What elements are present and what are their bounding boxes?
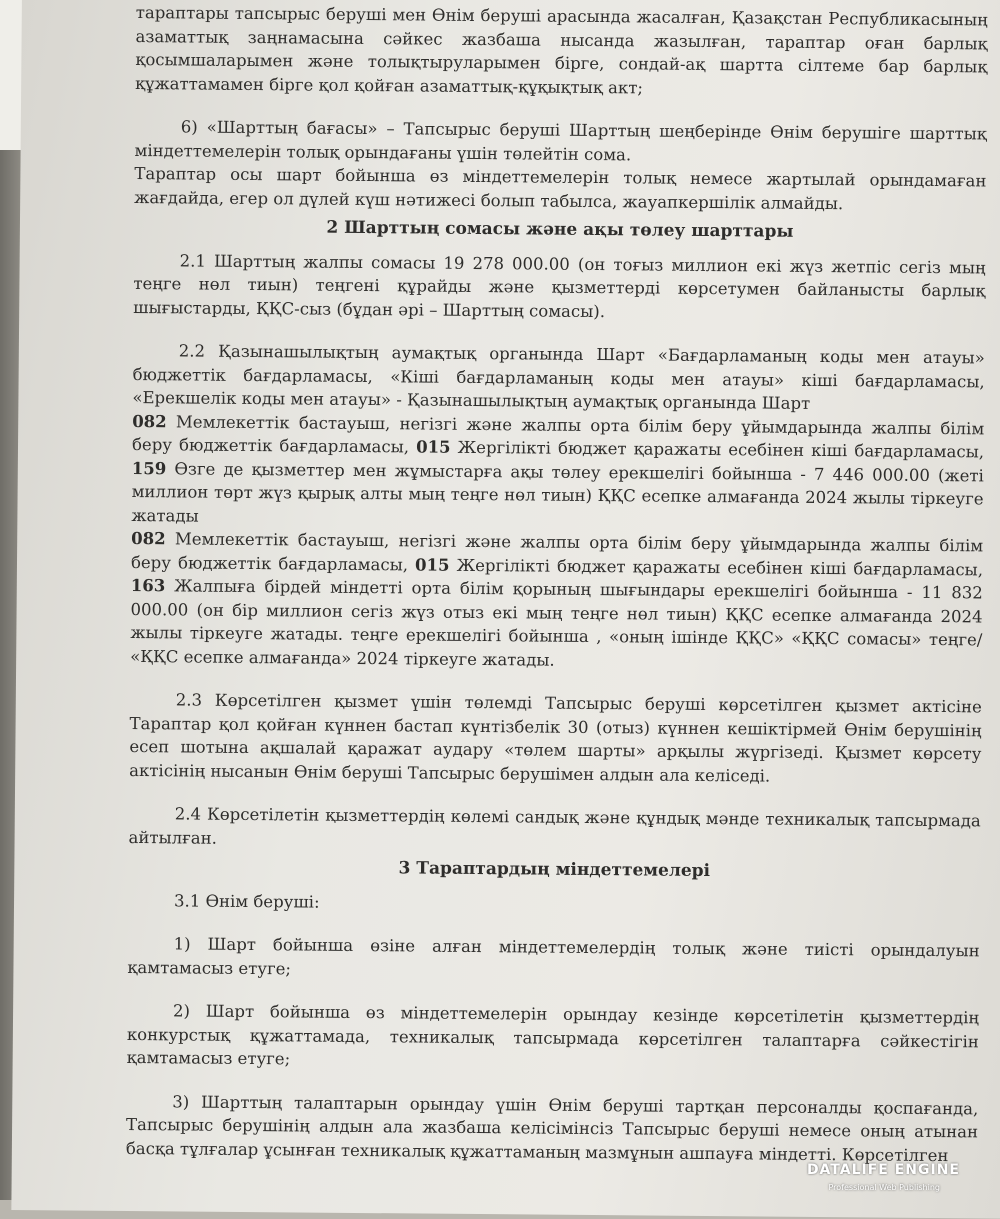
paragraph-3-1-item-2: 2) Шарт бойынша өз міндеттемелерін орындау кезінде көрсетілетін қызметтердің конкурстық құжаттамада, техникалық тапсырмада көрсетілген талаптарға сәйкестігін қамтамасыз етуге;: [126, 1001, 980, 1069]
budget-code: 163: [130, 575, 166, 596]
section-heading-3: 3 Тараптардың міндеттемелері: [398, 858, 711, 882]
paragraph-3-1: 3.1 Өнім беруші:: [173, 890, 320, 912]
section-heading-2: 2 Шарттың сомасы және ақы төлеу шарттары: [326, 217, 794, 242]
watermark-logo: DATALIFE ENGINE: [806, 1162, 960, 1178]
budget-code: 159: [131, 458, 167, 478]
budget-code: 015: [416, 437, 451, 457]
paragraph-2-3: 2.3 Көрсетілген қызмет үшін төлемді Тапсырыс беруші көрсетілген қызмет актісіне Тараптар қол қойған күннен бастап күнтізбелік 30 (отыз) күннен кешіктірмей Өнім берушінің есеп шотына ақшалай қаражат аудару «төлем шарты» арқылы жүргізеді. Қызмет көрсету актісінің нысанын Өнім беруші Тапсырыс берушімен алдын ала келіседі.: [129, 690, 982, 786]
paragraph-3-1-item-3: 3) Шарттың талаптарын орындау үшін Өнім беруші тартқан персоналды қоспағанда, Тапсырыс берушінің алдын ала жазбаша келісімінсіз Тапсырыс беруші немесе оның атынан басқа тұлғалар ұсынған техникалық құжаттаманың мазмұнын ашпауға міндетті. Көрсетілген: [125, 1091, 979, 1165]
budget-text: Жалпыға бірдей міндетті орта білім қорының шығындары ерекшелігі бойынша - 11 832 000.00 (он бір миллион сегіз жүз отыз екі мың теңге нөл тиын) ҚҚС есепке алмағанда 2024 жылы тіркеуге жатады. теңге ерекшелігі бойынша , «оның ішінде ҚҚС» «ҚҚС сомасы» теңге/ «ҚҚС есепке алмағанда» 2024 тіркеуге жатады.: [130, 576, 983, 670]
paragraph-3-1-item-1: 1) Шарт бойынша өзіне алған міндеттемелердің толық және тиісті орындалуын қамтамасыз етуге;: [127, 934, 980, 978]
paragraph-2-2-budget-1: [131, 409, 984, 534]
document-body: [126, 1, 988, 1167]
paragraph-2-2-intro: 2.2 Қазынашылықтың аумақтық органында Шарт «Бағдарламаның коды мен атауы» бюджеттік бағдарламасы, «Кіші бағдарламаның коды мен атауы» кіші бағдарламасы, «Ерекшелік коды мен атауы» - Қазынашылықтың аумақтық органында Шарт: [132, 341, 985, 413]
paragraph-definition-price: 6) «Шарттың бағасы» – Тапсырыс беруші Шарттың шеңберінде Өнім берушіге шарттық міндеттемелерін толық орындағаны үшін төлейтін сома.: [134, 117, 987, 164]
document-page: [11, 0, 1000, 1219]
budget-text: Жергілікті бюджет қаражаты есебінен кіші бағдарламасы,: [449, 555, 984, 579]
budget-text: Өзге де қызметтер мен жұмыстарға ақы төлеу ерекшелігі бойынша - 7 446 000.00 (жеті миллион төрт жүз қырық алты мың теңге нөл тиын) ҚҚС есепке алмағанда 2024 жылы тіркеуге жатады: [131, 458, 984, 526]
watermark-tagline: Professional Web Publishing: [828, 1183, 940, 1192]
budget-text: Мемлекеттік бастауыш, негізгі және жалпы орта білім беру ұйымдарында жалпы білім беру бюджеттік бағдарламасы,: [131, 411, 985, 457]
paragraph-2-2-budget-2: [130, 527, 983, 675]
budget-text: Жергілікті бюджет қаражаты есебінен кіші бағдарламасы,: [450, 437, 985, 462]
paragraph-2-1: 2.1 Шарттың жалпы сомасы 19 278 000.00 (он тоғыз миллион екі жүз жетпіс сегіз мың теңге нөл тиын) теңгені құрайды және қызметтерді көрсетумен байланысты барлық шығыстарды, ҚҚС-сыз (бұдан әрі – Шарттың сомасы).: [133, 250, 986, 321]
paragraph-definition-contract: тараптары тапсырыс беруші мен Өнім беруші арасында жасалған, Қазақстан Республикасының азаматтық заңнамасына сәйкес жазбаша нысанда жазылған, тараптар оған барлық қосымшаларымен және толықтыруларымен бірге, сондай-ақ шартта сілтеме бар барлық құжаттамамен бірге қол қойған азаматтық-құқықтық акт;: [135, 2, 988, 97]
paragraph-2-4: 2.4 Көрсетілетін қызметтердің көлемі сандық және құндық мәнде техникалық тапсырмада айтылған.: [128, 804, 981, 848]
budget-text: Мемлекеттік бастауыш, негізгі және жалпы орта білім беру ұйымдарында жалпы білім беру бюджеттік бағдарламасы,: [130, 529, 984, 574]
budget-code: 082: [131, 528, 166, 549]
budget-code: 082: [132, 411, 167, 431]
paragraph-force-majeure: Тараптар осы шарт бойынша өз міндеттемелерін толық немесе жартылай орындамаған жағдайда, егер ол дүлей күш нәтижесі болып табылса, жауапкершілік алмайды.: [134, 163, 987, 213]
budget-code: 015: [415, 554, 450, 575]
